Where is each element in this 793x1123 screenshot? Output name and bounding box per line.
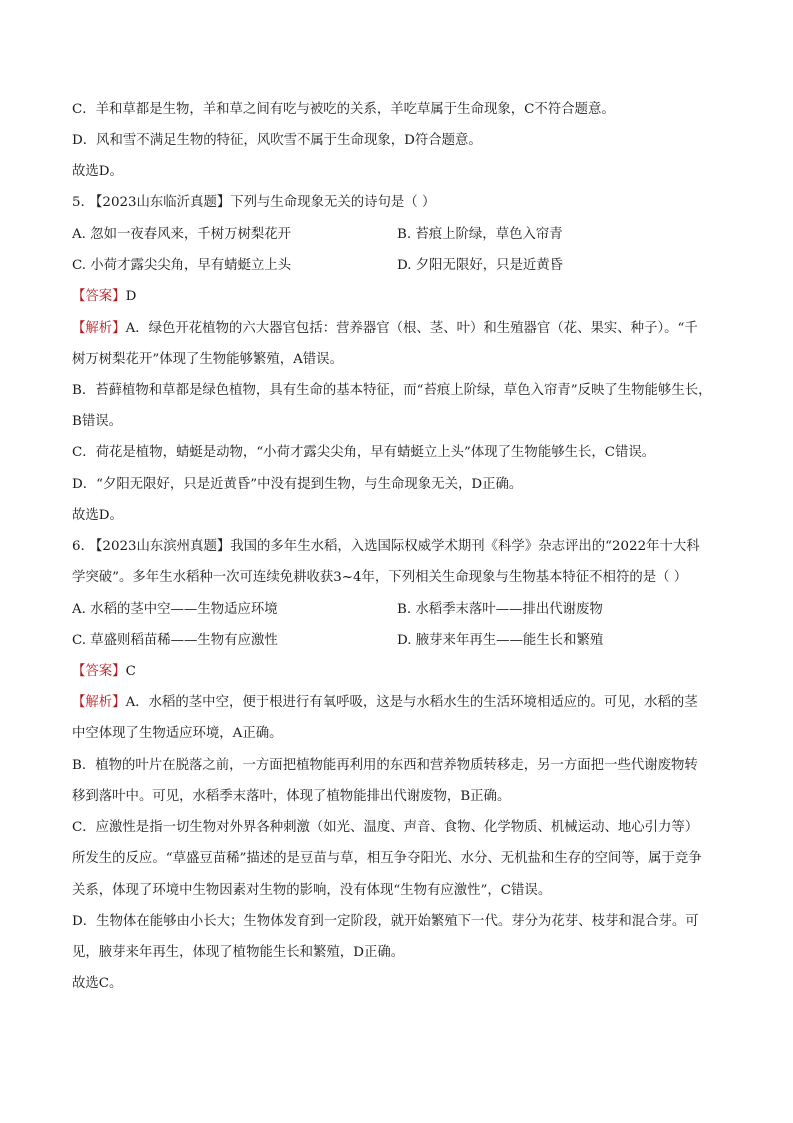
answer-value: C — [125, 664, 136, 679]
answer-label: 【答案】 — [72, 289, 126, 304]
analysis-line: 中空体现了生物适应环境，A正确。 — [72, 726, 283, 741]
analysis-line: 移到落叶中。可见，水稻季末落叶，体现了植物能排出代谢废物，B正确。 — [72, 789, 511, 804]
q6-option-c: C. 草盛则稻苗稀——生物有应激性 — [72, 633, 278, 648]
q5-option-d: D. 夕阳无限好，只是近黄昏 — [397, 258, 564, 273]
explanation-line: D．风和雪不满足生物的特征，风吹雪不属于生命现象，D符合题意。 — [72, 133, 482, 148]
analysis-line: C．荷花是植物，蜻蜓是动物，“小荷才露尖尖角，早有蜻蜓立上头”体现了生物能够生长，C错误。 — [72, 445, 656, 460]
q5-analysis — [72, 319, 723, 339]
explanation-line: C．羊和草都是生物，羊和草之间有吃与被吃的关系，羊吃草属于生命现象，C不符合题意。 — [72, 102, 615, 117]
analysis-label: 【解析】 — [72, 695, 126, 710]
answer-conclusion: 故选C。 — [72, 976, 123, 991]
analysis-line: B．苔藓植物和草都是绿色植物，具有生命的基本特征，而“苔痕上阶绿，草色入帘青”反映了生物能够生长， — [72, 383, 712, 398]
answer-conclusion: 故选D。 — [72, 508, 123, 523]
answer-value: D — [125, 289, 137, 304]
analysis-line: 所发生的反应。“草盛豆苗稀”描述的是豆苗与草，相互争夺阳光、水分、无机盐和生存的空间等，属于竞争 — [72, 851, 702, 866]
analysis-text: A．绿色开花植物的六大器官包括：营养器官（根、茎、叶）和生殖器官（花、果实、种子）。“千 — [125, 321, 698, 336]
analysis-line: B错误。 — [72, 414, 123, 429]
q5-option-b: B. 苔痕上阶绿，草色入帘青 — [397, 227, 563, 242]
question-6-stem-cont: 学突破”。多年生水稻种一次可连续免耕收获3~4年，下列相关生命现象与生物基本特征不相符的是（ ） — [72, 570, 688, 585]
analysis-line: D．生物体在能够由小长大；生物体发育到一定阶段，就开始繁殖下一代。芽分为花芽、枝芽和混合芽。可 — [72, 914, 699, 929]
answer-conclusion: 故选D。 — [72, 164, 123, 179]
answer-label: 【答案】 — [72, 664, 126, 679]
q6-option-a: A. 水稻的茎中空——生物适应环境 — [72, 602, 278, 617]
question-5-stem: 5. 【2023山东临沂真题】下列与生命现象无关的诗句是（ ） — [72, 195, 436, 210]
q6-answer — [72, 662, 723, 682]
q6-analysis — [72, 693, 723, 713]
question-6-stem: 6. 【2023山东滨州真题】我国的多年生水稻，入选国际权威学术期刊《科学》杂志评出的“2022年十大科 — [72, 539, 700, 554]
analysis-line: 关系，体现了环境中生物因素对生物的影响，没有体现“生物有应激性”，C错误。 — [72, 883, 552, 898]
q6-option-d: D. 腋芽来年再生——能生长和繁殖 — [397, 633, 604, 648]
analysis-line: 见，腋芽来年再生，体现了植物能生长和繁殖，D正确。 — [72, 945, 405, 960]
analysis-text: A．水稻的茎中空，便于根进行有氧呼吸，这是与水稻水生的生活环境相适应的。可见，水稻的茎 — [125, 695, 698, 710]
q6-option-b: B. 水稻季末落叶——排出代谢废物 — [397, 602, 603, 617]
q5-answer — [72, 287, 723, 307]
analysis-line: 树万树梨花开”体现了生物能够繁殖，A错误。 — [72, 352, 343, 367]
q5-option-c: C. 小荷才露尖尖角，早有蜻蜓立上头 — [72, 258, 292, 273]
q5-option-a: A. 忽如一夜春风来，千树万树梨花开 — [72, 227, 292, 242]
analysis-line: D．“夕阳无限好，只是近黄昏”中没有提到生物，与生命现象无关，D正确。 — [72, 477, 523, 492]
analysis-label: 【解析】 — [72, 321, 126, 336]
analysis-line: C．应激性是指一切生物对外界各种刺激（如光、温度、声音、食物、化学物质、机械运动、地心引力等） — [72, 820, 699, 835]
analysis-line: B．植物的叶片在脱落之前，一方面把植物能再利用的东西和营养物质转移走，另一方面把一些代谢废物转 — [72, 758, 698, 773]
